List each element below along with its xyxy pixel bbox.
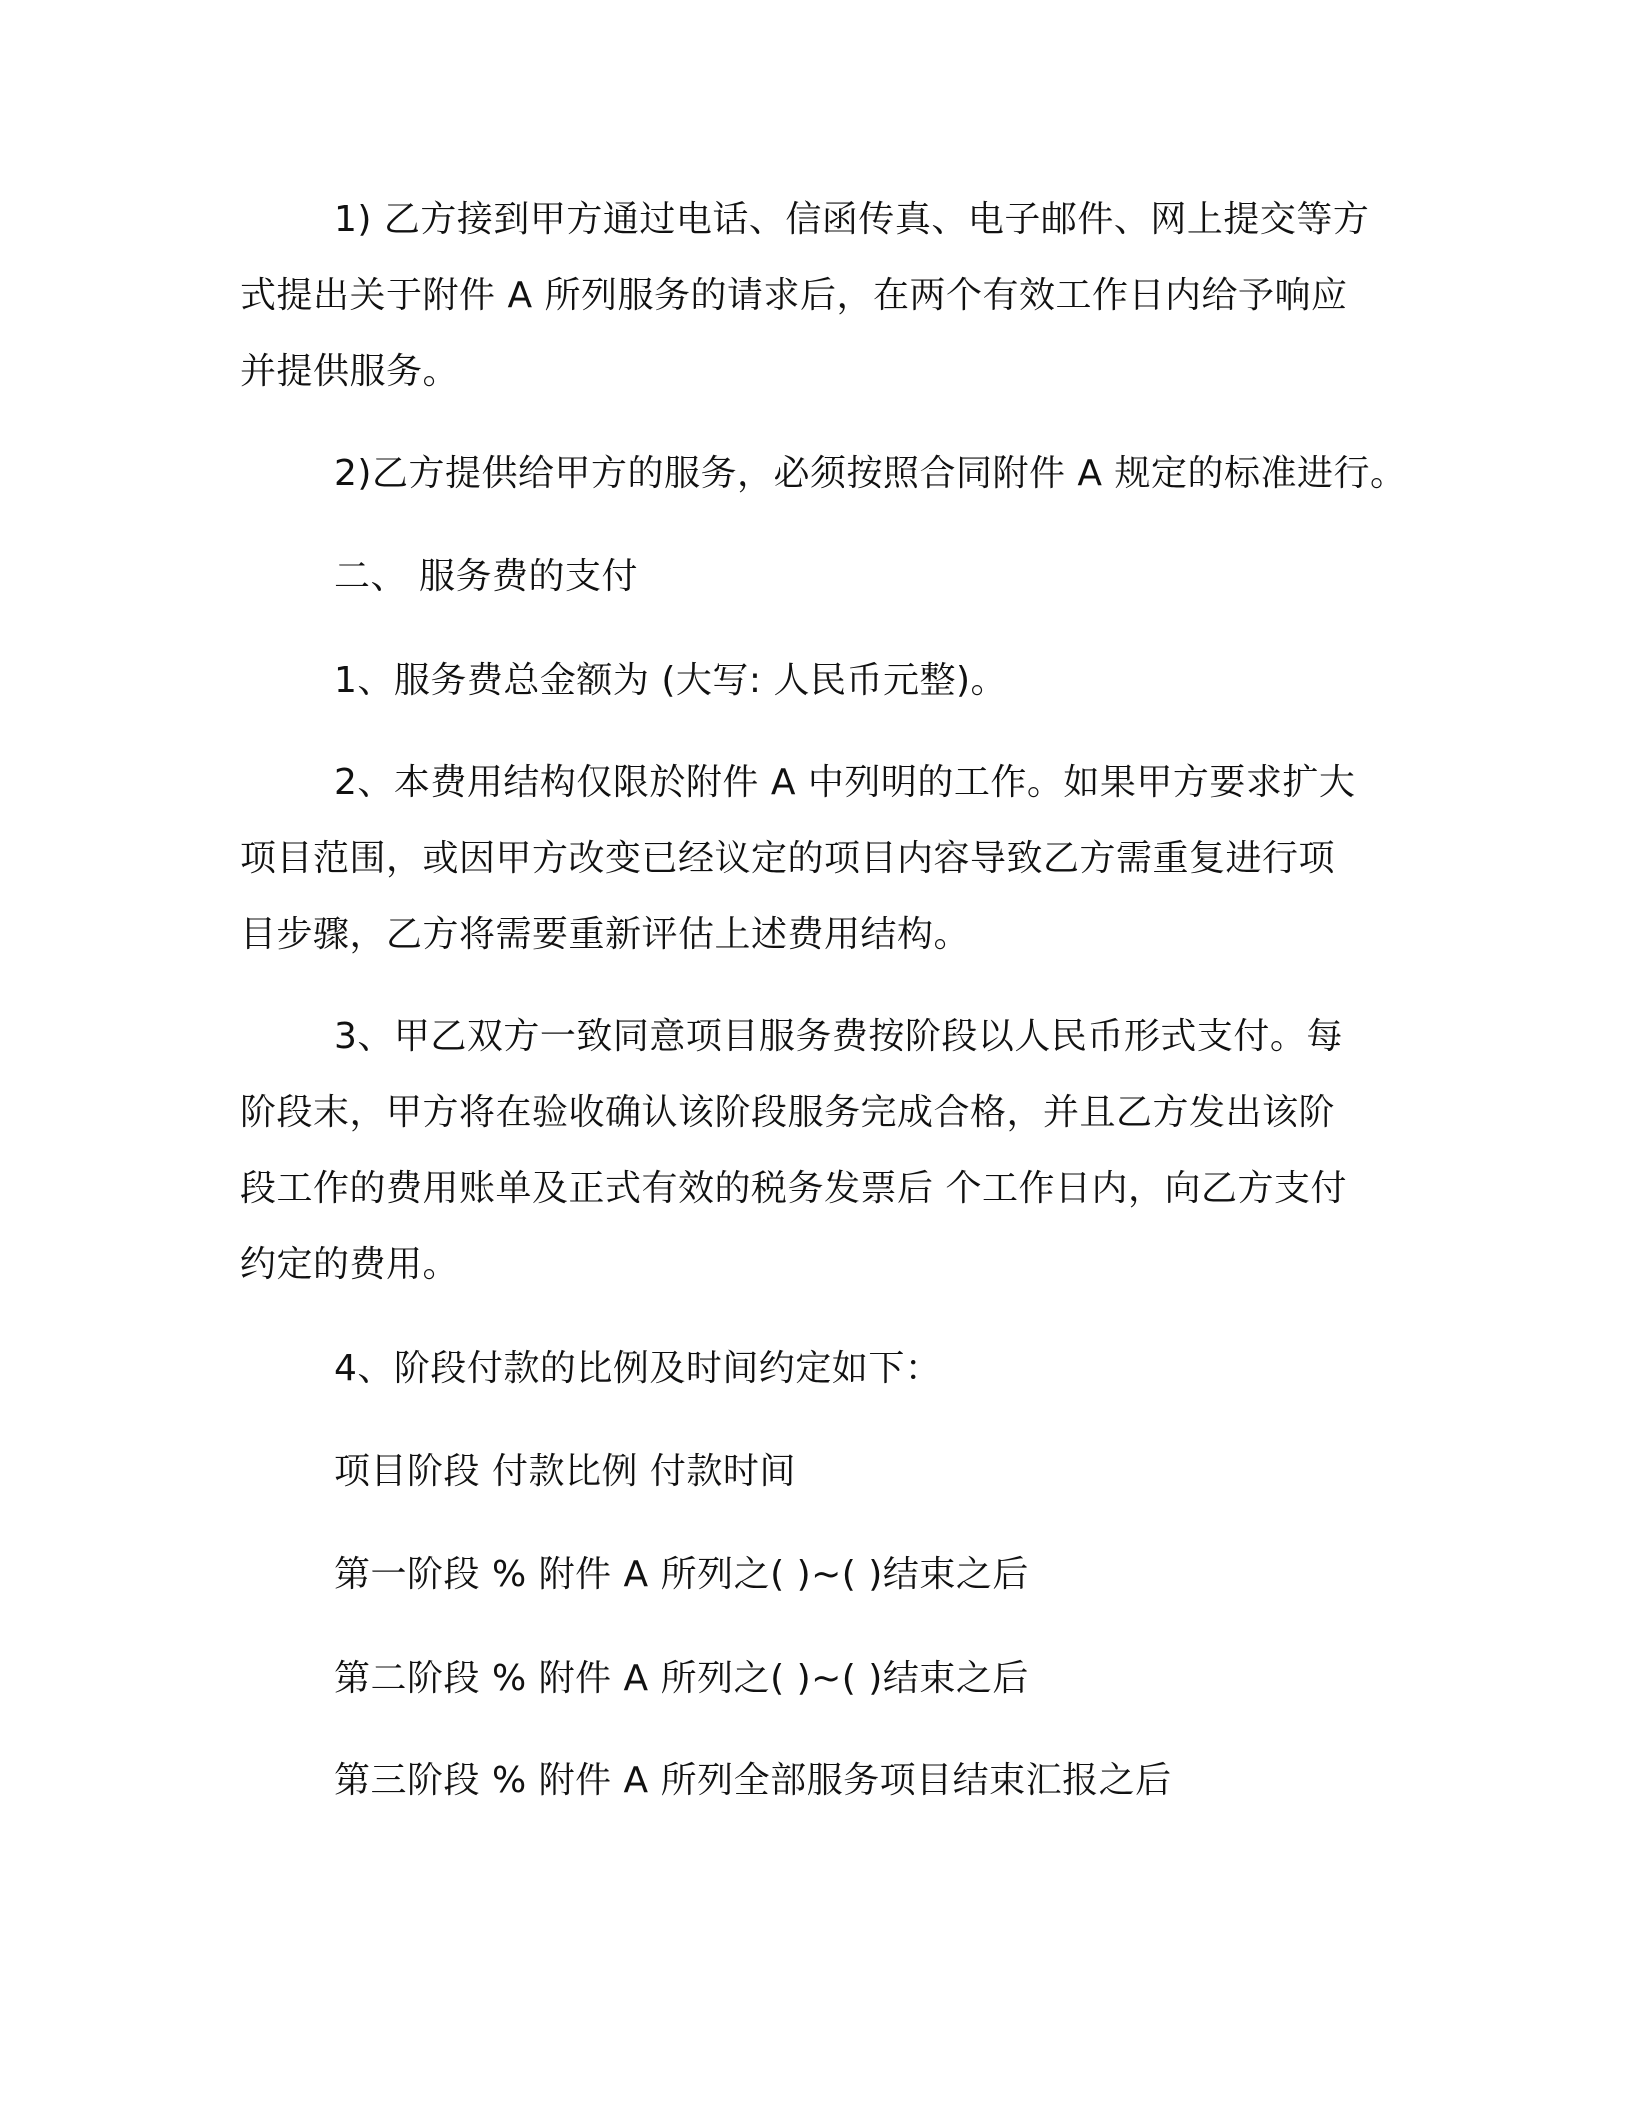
payment-stage-1: 第一阶段 % 附件 A 所列之( )~( )结束之后 (334, 1554, 1029, 1595)
clause-1-line-1: 1) 乙方接到甲方通过电话、信函传真、电子邮件、网上提交等方 (334, 199, 1370, 240)
fee-item-2-line-3: 目步骤，乙方将需要重新评估上述费用结构。 (240, 914, 971, 955)
clause-2-line-1: 2)乙方提供给甲方的服务，必须按照合同附件 A 规定的标准进行。 (334, 453, 1407, 494)
fee-item-4: 4、阶段付款的比例及时间约定如下： (334, 1348, 942, 1389)
fee-item-2-line-2: 项目范围，或因甲方改变已经议定的项目内容导致乙方需重复进行项 (240, 838, 1336, 879)
fee-item-3-line-2: 阶段末，甲方将在验收确认该阶段服务完成合格，并且乙方发出该阶 (240, 1092, 1336, 1133)
section-heading: 二、 服务费的支付 (334, 556, 638, 597)
clause-1-line-3: 并提供服务。 (240, 351, 460, 392)
payment-stage-2: 第二阶段 % 附件 A 所列之( )~( )结束之后 (334, 1658, 1029, 1699)
payment-stage-3: 第三阶段 % 附件 A 所列全部服务项目结束汇报之后 (334, 1760, 1172, 1801)
fee-item-1: 1、服务费总金额为 (大写: 人民币元整)。 (334, 660, 1008, 701)
fee-item-3-line-1: 3、甲乙双方一致同意项目服务费按阶段以人民币形式支付。每 (334, 1016, 1343, 1057)
fee-item-3-line-4: 约定的费用。 (240, 1244, 460, 1285)
payment-table-header: 项目阶段 付款比例 付款时间 (334, 1451, 796, 1492)
clause-1-line-2: 式提出关于附件 A 所列服务的请求后，在两个有效工作日内给予响应 (240, 275, 1348, 316)
fee-item-3-line-3: 段工作的费用账单及正式有效的税务发票后 个工作日内，向乙方支付 (240, 1168, 1347, 1209)
fee-item-2-line-1: 2、本费用结构仅限於附件 A 中列明的工作。如果甲方要求扩大 (334, 762, 1356, 803)
